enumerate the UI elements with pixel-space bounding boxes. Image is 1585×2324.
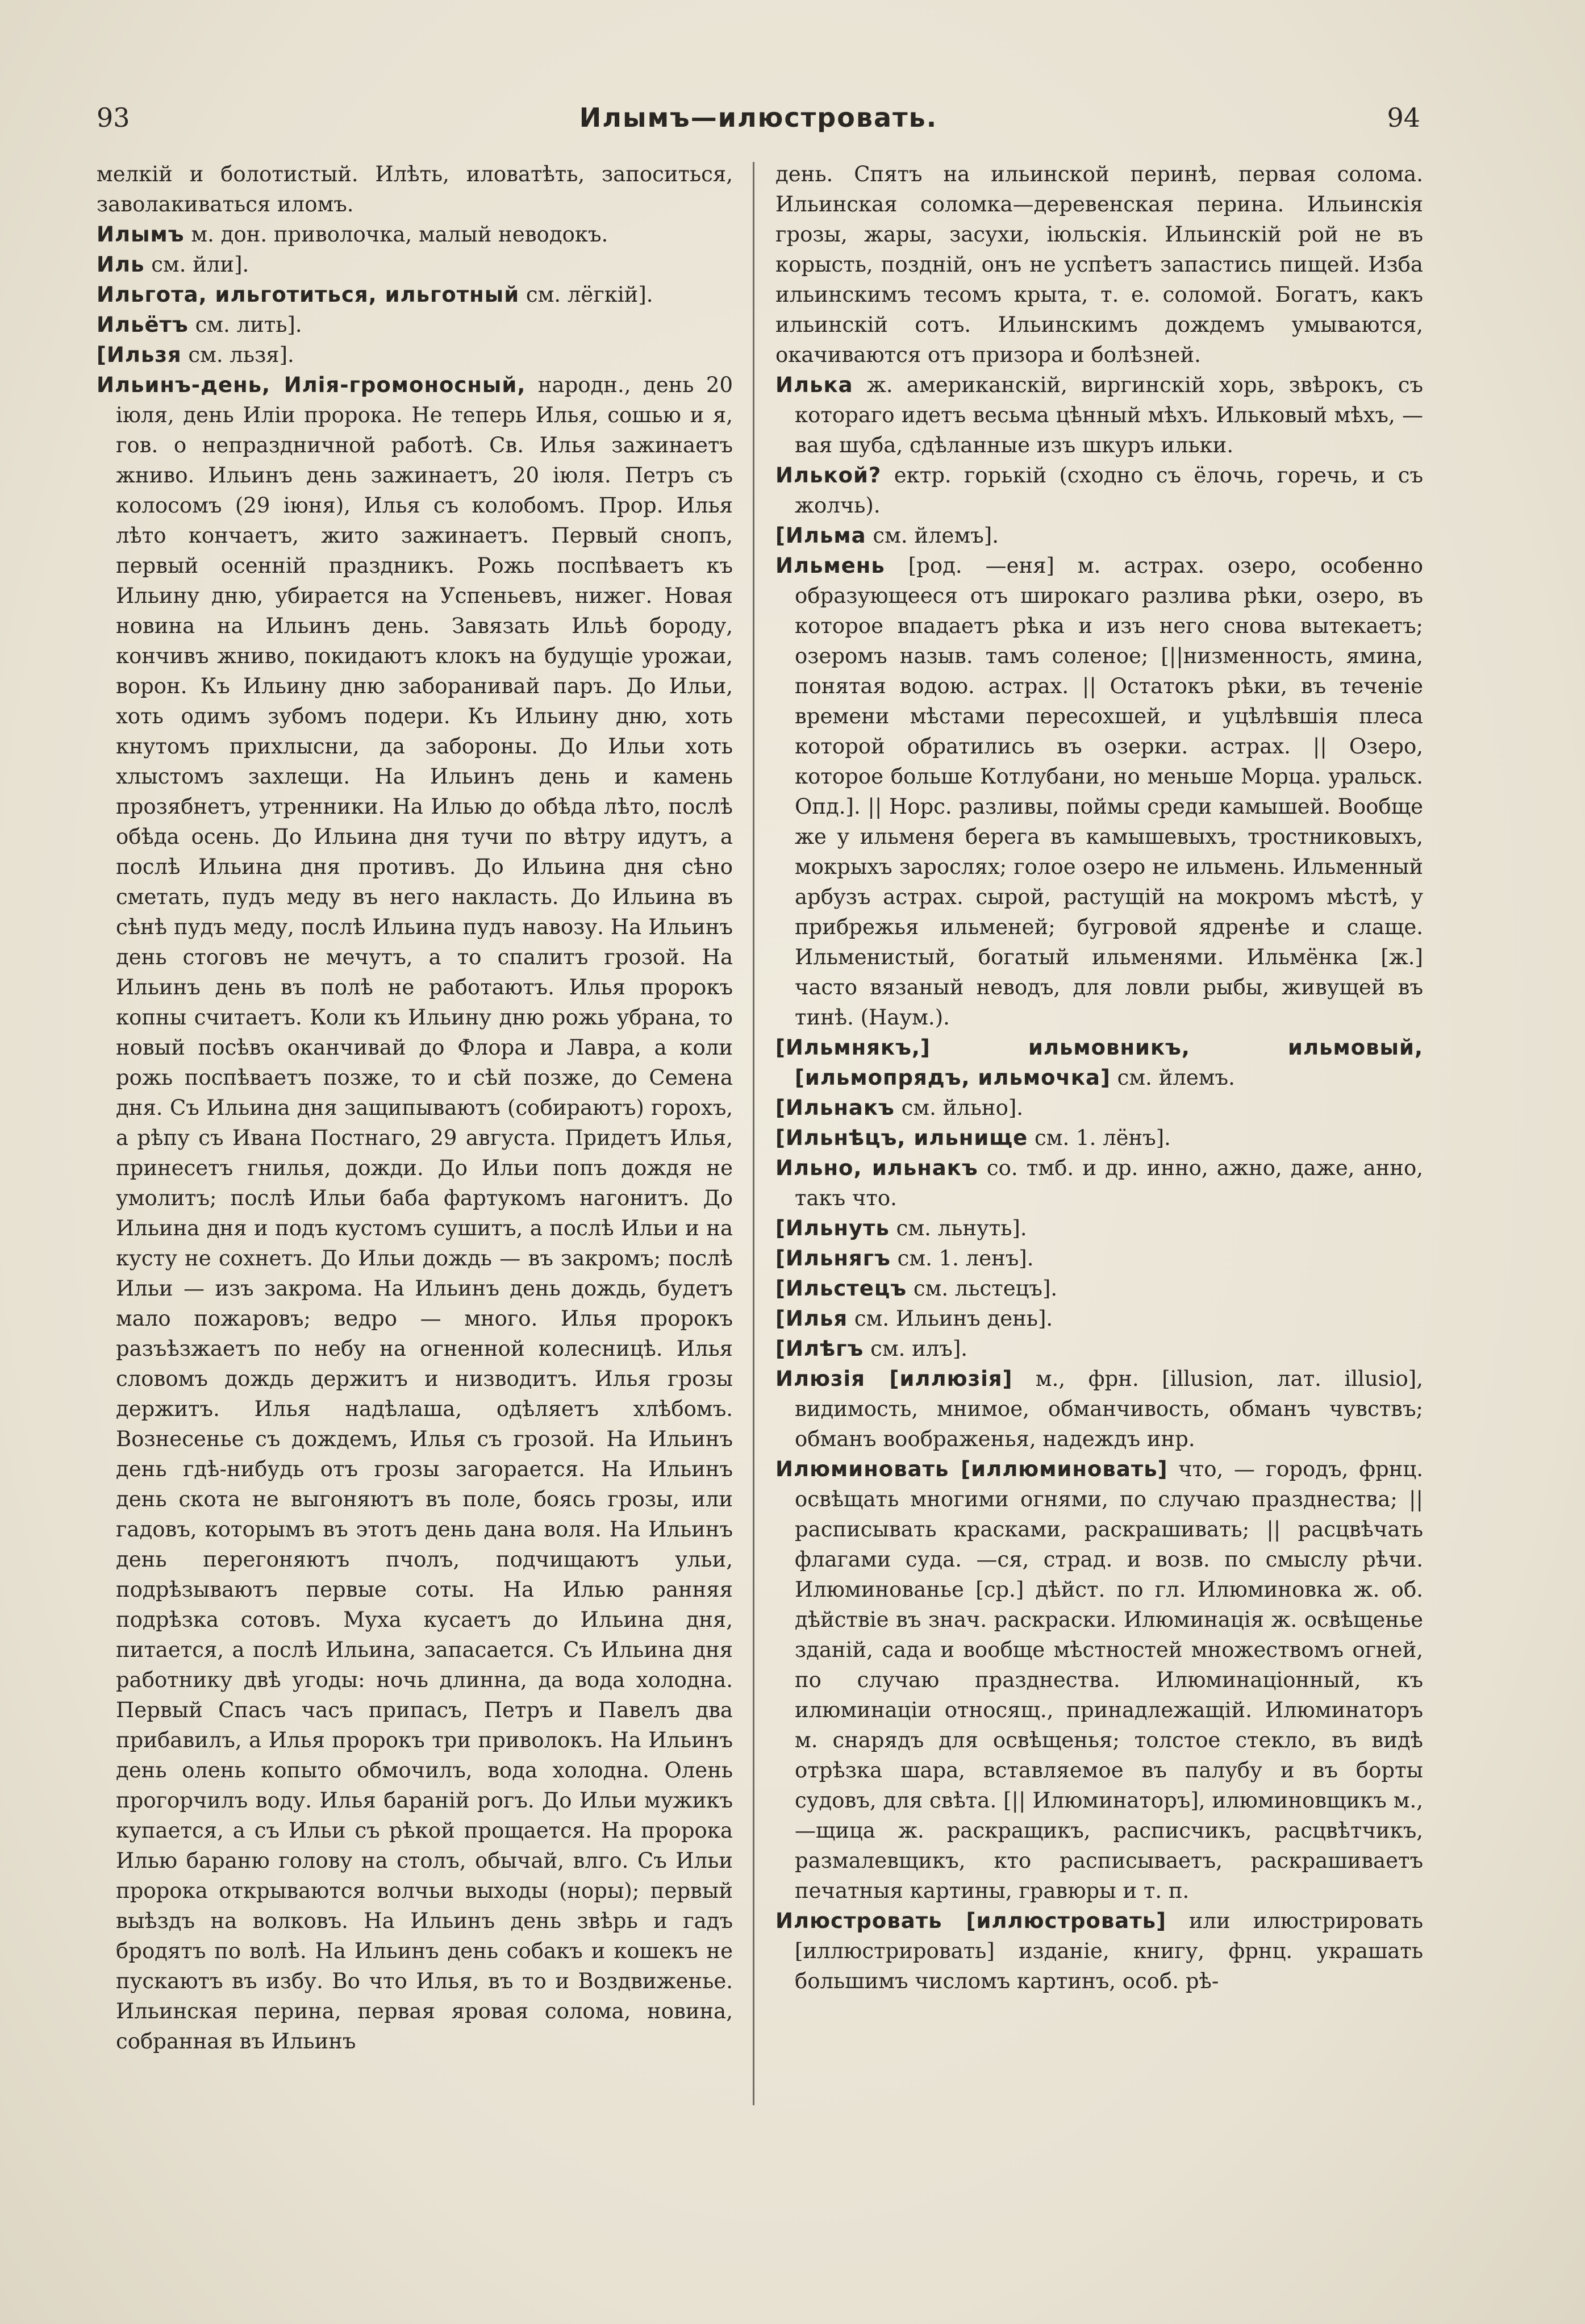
entry-headword: [Ильстецъ xyxy=(775,1276,907,1301)
entry-definition: см. Ильинъ день]. xyxy=(854,1306,1053,1331)
dictionary-entry xyxy=(97,310,733,340)
entry-definition: см. льстецъ]. xyxy=(913,1276,1058,1301)
entry-headword: [Ильнуть xyxy=(775,1216,890,1240)
entry-definition: ж. американскій, виргинскій хорь, звѣрокъ, съ котораго идетъ весьма цѣнный мѣхъ. Ильковый мѣхъ, —вая шуба, сдѣланные изъ шкуръ ильки. xyxy=(795,373,1423,457)
dictionary-entry xyxy=(97,159,733,219)
entry-headword: Илымъ xyxy=(97,222,185,247)
running-title: Илымъ—илюстровать. xyxy=(579,102,938,133)
entry-headword: [Илья xyxy=(775,1306,848,1331)
entry-definition: м. дон. приволочка, малый неводокъ. xyxy=(191,222,608,247)
dictionary-entry xyxy=(775,1273,1423,1303)
entry-headword: Ильгота, ильготиться, ильготный xyxy=(97,282,520,307)
dictionary-entry xyxy=(775,1243,1423,1273)
page-header xyxy=(97,102,1420,142)
entry-definition: мелкій и болотистый. Илѣть, иловатѣть, запоситься, заволакиваться иломъ. xyxy=(97,162,733,216)
entry-headword: [Ильнѣцъ, ильнище xyxy=(775,1126,1028,1150)
entry-definition: см. лёгкій]. xyxy=(525,282,653,307)
dictionary-entry xyxy=(775,1334,1423,1364)
entry-definition: ектр. горькій (сходно съ ёлочь, горечь, и съ жолчь). xyxy=(795,463,1423,518)
entry-headword: Ильно, ильнакъ xyxy=(775,1156,978,1180)
entry-definition: [род. —еня] м. астрах. озеро, особенно образующееся отъ широкаго разлива рѣки, озеро, въ которое впадаетъ рѣка и изъ него снова вытекаетъ; озеромъ назыв. тамъ соленое; [||низменность, ямина, понятая водою. астрах. || Остатокъ рѣки, въ теченіе времени мѣстами пересохшей, и уцѣлѣвшія плеса которой обратились въ озерки. астрах. || Озеро, которое больше Котлубани, но меньше Морца. уральск. Опд.]. || Норс. разливы, поймы среди камышей. Вообще же у ильменя берега въ камышевыхъ, тростниковыхъ, мокрыхъ зарослях; голое озеро не ильмень. Ильменный арбузъ астрах. сырой, растущій на мокромъ мѣстѣ, у прибрежья ильменей; бугровой ядренѣе и слаще. Ильменистый, богатый ильменями. Ильмёнка [ж.] часто вязаный неводъ, для ловли рыбы, живущей въ тинѣ. (Наум.). xyxy=(795,553,1423,1030)
entry-definition: или илюстрировать [иллюстрировать] изданіе, книгу, фрнц. украшать большимъ числомъ картинъ, особ. рѣ- xyxy=(795,1909,1423,1993)
entry-definition: см. йльно]. xyxy=(901,1096,1024,1120)
dictionary-entry xyxy=(775,520,1423,551)
dictionary-entry xyxy=(775,551,1423,1032)
dictionary-entry xyxy=(775,1032,1423,1093)
dictionary-entry xyxy=(775,159,1423,370)
page-number-right: 94 xyxy=(1387,102,1420,133)
dictionary-entry xyxy=(775,460,1423,520)
dictionary-entry xyxy=(775,1213,1423,1243)
entry-definition: см. льнуть]. xyxy=(896,1216,1027,1240)
entry-headword: [Ильмнякъ,] ильмовникъ, ильмовый, [ильмопрядъ, ильмочка] xyxy=(775,1035,1423,1090)
entry-definition: см. йли]. xyxy=(151,252,249,277)
dictionary-entry xyxy=(97,280,733,310)
entry-definition: см. йлемъ]. xyxy=(873,523,999,548)
dictionary-entry xyxy=(775,1303,1423,1334)
entry-headword: Ильётъ xyxy=(97,313,189,337)
dictionary-entry xyxy=(97,340,733,370)
dictionary-entry xyxy=(97,219,733,249)
dictionary-entry xyxy=(97,370,733,2056)
dictionary-entry xyxy=(97,249,733,280)
entry-headword: Илюминовать [иллюминовать] xyxy=(775,1457,1168,1481)
entry-headword: [Ильнакъ xyxy=(775,1096,895,1120)
entry-headword: Иль xyxy=(97,252,145,277)
entry-headword: [Ильнягъ xyxy=(775,1246,891,1271)
entry-headword: [Ильма xyxy=(775,523,866,548)
right-column xyxy=(775,159,1423,2119)
entry-headword: Илькой? xyxy=(775,463,882,488)
entry-headword: [Илѣгъ xyxy=(775,1336,864,1361)
dictionary-entry xyxy=(775,1153,1423,1213)
dictionary-entry xyxy=(775,1454,1423,1906)
entry-headword: Ильмень xyxy=(775,553,885,578)
entry-headword: [Ильзя xyxy=(97,343,182,367)
dictionary-entry xyxy=(775,1123,1423,1153)
entry-definition: см. 1. лёнъ]. xyxy=(1035,1126,1171,1150)
entry-headword: Илюстровать [иллюстровать] xyxy=(775,1909,1166,1933)
entry-definition: см. илъ]. xyxy=(870,1336,968,1361)
entry-definition: см. льзя]. xyxy=(188,343,294,367)
left-column xyxy=(97,159,733,2119)
dictionary-entry xyxy=(775,1093,1423,1123)
entry-definition: народн., день 20 іюля, день Иліи пророка. Не теперь Илья, сошью и я, гов. о непраздничной работѣ. Св. Илья зажинаетъ жниво. Ильинъ день зажинаетъ, 20 іюля. Петръ съ колосомъ (29 іюня), Илья съ колобомъ. Прор. Илья лѣто кончаетъ, жито зажинаетъ. Первый снопъ, первый осенній праздникъ. Рожь поспѣваетъ къ Ильину дню, убирается на Успеньевъ, нижег. Новая новина на Ильинъ день. Завязать Ильѣ бороду, кончивъ жниво, покидаютъ клокъ на будущіе урожаи, ворон. Къ Ильину дню заборанивай паръ. До Ильи, хоть одимъ зубомъ подери. Къ Ильину дню, хоть кнутомъ прихлысни, да забороны. До Ильи хоть хлыстомъ захлещи. На Ильинъ день и камень прозябнетъ, утренники. На Илью до обѣда лѣто, послѣ обѣда осень. До Ильина дня тучи по вѣтру идутъ, а послѣ Ильина дня противъ. До Ильина дня сѣно сметать, пудъ меду въ него накласть. До Ильина въ сѣнѣ пудъ меду, послѣ Ильина пудъ навозу. На Ильинъ день стоговъ не мечутъ, а то спалитъ грозой. На Ильинъ день въ полѣ не работаютъ. Илья пророкъ копны считаетъ. Коли къ Ильину дню рожь убрана, то новый посѣвъ оканчивай до Флора и Лавра, а коли рожь поспѣваетъ позже, то и сѣй позже, до Семена дня. Съ Ильина дня защипываютъ (собираютъ) горохъ, а рѣпу съ Ивана Постнаго, 29 августа. Придетъ Илья, принесетъ гнилья, дожди. До Ильи попъ дождя не умолитъ; послѣ Ильи баба фартукомъ нагонитъ. До Ильина дня и подъ кустомъ сушитъ, а послѣ Ильи и на кусту не сохнетъ. До Ильи дождь — въ закромъ; послѣ Ильи — изъ закрома. На Ильинъ день дождь, будетъ мало пожаровъ; ведро — много. Илья пророкъ разъѣзжаетъ по небу на огненной колесницѣ. Илья словомъ дождь держитъ и низводитъ. Илья грозы держитъ. Илья надѣлаша, одѣляетъ хлѣбомъ. Вознесенье съ дождемъ, Илья съ грозой. На Ильинъ день гдѣ-нибудь отъ грозы загорается. На Ильинъ день скота не выгоняютъ въ поле, боясь грозы, или гадовъ, которымъ въ этотъ день дана воля. На Ильинъ день перегоняютъ пчолъ, подчищаютъ ульи, подрѣзываютъ первые соты. На Илью ранняя подрѣзка сотовъ. Муха кусаетъ до Ильина дня, питается, а послѣ Ильина, запасается. Съ Ильина дня работнику двѣ угоды: ночь длинна, да вода холодна. Первый Спасъ часъ припасъ, Петръ и Павелъ два прибавилъ, а Илья пророкъ три приволокъ. На Ильинъ день олень копыто обмочилъ, вода холодна. Олень прогорчилъ воду. Илья бараній рогъ. До Ильи мужикъ купается, а съ Ильи съ рѣкой прощается. На пророка Илью бараню голову на столъ, обычай, влго. Съ Ильи пророка открываются волчьи выходы (норы); первый выѣздъ на волковъ. На Ильинъ день звѣрь и гадъ бродятъ по волѣ. На Ильинъ день собакъ и кошекъ не пускаютъ въ избу. Во что Илья, въ то и Воздвиженье. Ильинская перина, первая яровая солома, новина, собранная въ Ильинъ xyxy=(116,373,733,2054)
entry-definition: день. Спятъ на ильинской перинѣ, первая солома. Ильинская соломка—деревенская перина. Ильинскія грозы, жары, засухи, іюльскія. Ильинскій рой не въ корысть, поздній, онъ не успѣетъ запастись пищей. Изба ильинскимъ тесомъ крыта, т. е. соломой. Богатъ, какъ ильинскій сотъ. Ильинскимъ дождемъ умываются, окачиваются отъ призора и болѣзней. xyxy=(775,162,1423,367)
dictionary-entry xyxy=(775,1906,1423,1996)
page-number-left: 93 xyxy=(97,102,130,133)
column-divider xyxy=(753,162,754,2105)
entry-definition: что, — городъ, фрнц. освѣщать многими огнями, по случаю празднества; || расписывать красками, раскрашивать; || расцвѣчать флагами суда. —ся, страд. и возв. по смыслу рѣчи. Илюминованье [ср.] дѣйст. по гл. Илюминовка ж. об. дѣйствіе въ знач. раскраски. Илюминація ж. освѣщенье зданій, сада и вообще мѣстностей множествомъ огней, по случаю празднества. Илюминаціонный, къ илюминаціи относящ., принадлежащій. Илюминаторъ м. снарядъ для освѣщенья; толстое стекло, въ видѣ отрѣзка шара, вставляемое въ палубу и въ борты судовъ, для свѣта. [|| Илюминаторъ], илюминовщикъ м., —щица ж. раскращикъ, расписчикъ, расцвѣтчикъ, размалевщикъ, кто расписываетъ, раскрашиваетъ печатныя картины, гравюры и т. п. xyxy=(795,1457,1423,1903)
entry-definition: со. тмб. и др. инно, ажно, даже, анно, такъ что. xyxy=(795,1156,1423,1210)
entry-definition: см. йлемъ. xyxy=(1117,1065,1235,1090)
entry-definition: м., фрн. [illusion, лат. illusio], видимость, мнимое, обманчивость, обманъ чувствъ; обманъ воображенья, надеждъ инр. xyxy=(795,1367,1423,1451)
entry-definition: см. лить]. xyxy=(195,313,302,337)
dictionary-entry xyxy=(775,1364,1423,1454)
entry-headword: Ильинъ-день, Илія-громоносный, xyxy=(97,373,526,397)
dictionary-entry xyxy=(775,370,1423,460)
entry-definition: см. 1. ленъ]. xyxy=(897,1246,1034,1271)
entry-headword: Илюзія [иллюзія] xyxy=(775,1367,1013,1391)
entry-headword: Илька xyxy=(775,373,853,397)
